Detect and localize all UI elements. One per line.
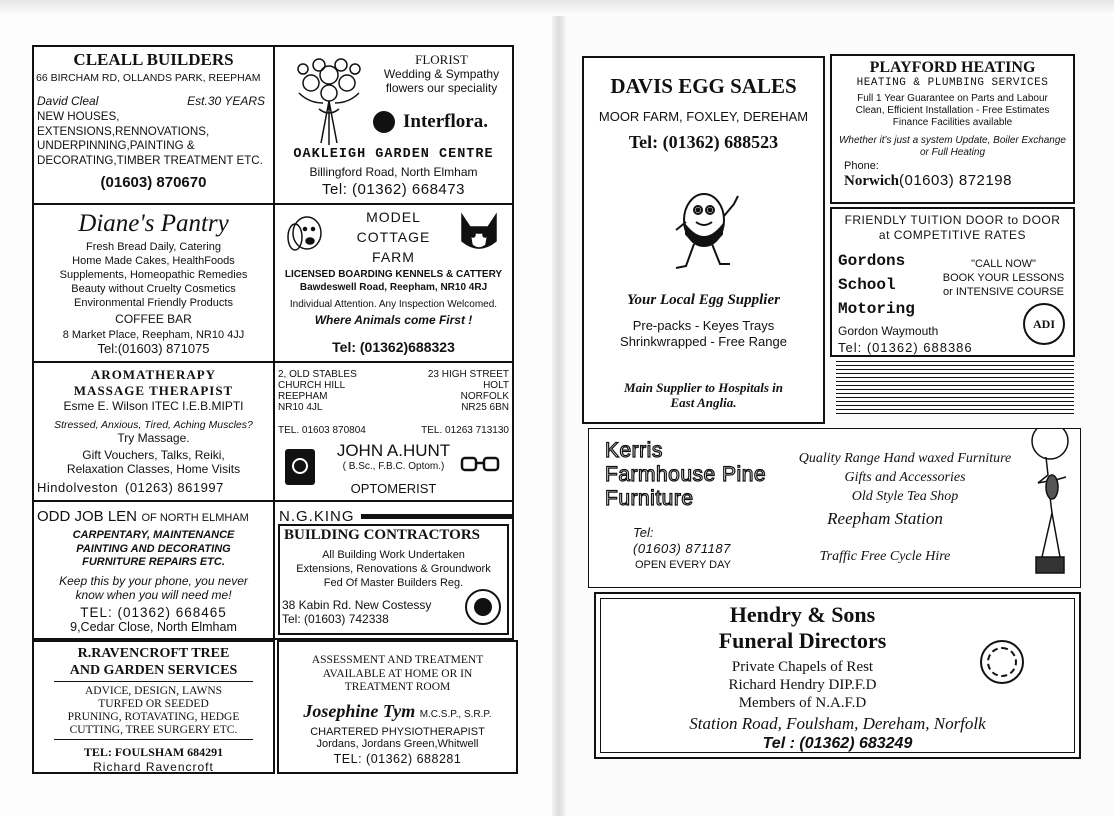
hunt-address-line: 2, OLD STABLES [278, 369, 357, 380]
model-address: Bawdeswell Road, Reepham, NR10 4RJ [299, 282, 488, 293]
model-title-line: COTTAGE [356, 229, 431, 245]
ad-aromatherapy [32, 361, 275, 502]
florist-tagline: Wedding & Sympathy [383, 67, 500, 81]
cleall-phone: (01603) 870670 [100, 174, 207, 191]
model-attention: Individual Attention. Any Inspection Welcomed. [289, 299, 498, 310]
kerris-location: Reepham Station [827, 509, 943, 528]
playford-phone-label: Phone: [844, 160, 879, 172]
hatched-divider [836, 358, 1074, 414]
playford-lines [832, 93, 1073, 129]
oddjob-note-line: Keep this by your phone, you never [59, 573, 248, 588]
aroma-phone: (01263) 861997 [125, 480, 224, 495]
playford-line: Finance Facilities available [892, 117, 1013, 128]
physio-line: TREATMENT ROOM [344, 681, 451, 693]
ravencroft-title-line: AND GARDEN SERVICES [69, 663, 238, 678]
ravencroft-service-line: PRUNING, ROTAVATING, HEDGE [67, 711, 240, 723]
florist-title: FLORIST [415, 52, 468, 67]
playford-phone-row [832, 172, 1073, 190]
florist-phone: Tel: (01362) 668473 [322, 181, 465, 198]
florist-tagline: flowers our speciality [385, 81, 498, 95]
aroma-question: Stressed, Anxious, Tired, Aching Muscles? [54, 419, 253, 431]
diane-name: Diane's Pantry [78, 210, 229, 237]
oddjob-note-line: know when you will need me! [75, 587, 232, 602]
physio-header [279, 701, 516, 722]
diane-line: Supplements, Homeopathic Remedies [59, 269, 248, 281]
diane-line: Home Made Cakes, HealthFoods [72, 255, 235, 267]
hunt-right-tel: TEL. 01263 713130 [421, 425, 509, 436]
ad-kerris-farmhouse-pine [588, 428, 1081, 588]
ad-hendry-funeral-directors [594, 592, 1081, 759]
scan-top-edge [0, 0, 1114, 16]
physio-line: AVAILABLE AT HOME OR IN [322, 667, 473, 680]
cleall-service-line: UNDERPINNING,PAINTING & [37, 139, 195, 152]
hunt-left-address [278, 369, 357, 413]
hunt-address-line: HOLT [483, 380, 509, 391]
model-title [335, 207, 452, 267]
cleall-services [34, 110, 273, 168]
ngking-lines [280, 548, 507, 590]
aroma-subtitle: MASSAGE THERAPIST [73, 383, 234, 398]
ad-dianes-pantry [32, 203, 275, 363]
oddjob-phone: TEL: (01362) 668465 [80, 604, 227, 620]
kerris-hours: OPEN EVERY DAY [635, 559, 731, 571]
kerris-name [605, 439, 766, 511]
aroma-try: Try Massage. [117, 431, 190, 445]
hendry-name: Hendry & Sons [729, 602, 876, 627]
davis-address: MOOR FARM, FOXLEY, DEREHAM [598, 109, 809, 124]
ravencroft-phone: TEL: FOULSHAM 684291 [83, 745, 224, 759]
ngking-rule [361, 514, 512, 519]
diane-address: 8 Market Place, Reepham, NR10 4JJ [62, 329, 245, 341]
physio-address: Jordans, Jordans Green,Whitwell [316, 737, 479, 750]
model-phone: Tel: (01362)688323 [332, 339, 455, 355]
oddjob-location: OF NORTH ELMHAM [141, 512, 249, 524]
cleall-established: Est.30 YEARS [187, 94, 265, 108]
davis-product-line: Pre-packs - Keyes Trays [632, 318, 775, 333]
ravencroft-title-line: R.RAVENCROFT TREE [77, 646, 230, 661]
gordons-name [838, 249, 915, 321]
diane-bar: COFFEE BAR [115, 312, 192, 326]
physio-lines [279, 654, 516, 695]
florist-address: Billingford Road, North Elmham [309, 165, 478, 179]
interflora-logo-icon [373, 111, 395, 133]
hendry-phone: Tel : (01362) 683249 [762, 735, 913, 752]
hunt-address-line: NR10 4JL [278, 402, 323, 413]
playford-subtitle: HEATING & PLUMBING SERVICES [856, 77, 1049, 89]
gordons-header-line: at COMPETITIVE RATES [878, 228, 1027, 242]
playford-note-line: Whether it's just a system Update, Boiler Exchange [838, 135, 1066, 146]
hendry-address: Station Road, Foulsham, Dereham, Norfolk [689, 714, 986, 733]
ad-cleall-builders [32, 45, 275, 205]
model-kennels: LICENSED BOARDING KENNELS & CATTERY [284, 269, 503, 280]
ravencroft-rule [54, 681, 253, 682]
florist-name: OAKLEIGH GARDEN CENTRE [293, 147, 494, 162]
playford-phone: (01603) 872198 [899, 172, 1012, 189]
fmb-seal-icon [465, 589, 501, 625]
aroma-town: Hindolveston [37, 480, 119, 495]
hunt-role: OPTOMERIST [350, 481, 437, 496]
ad-davis-egg-sales [582, 56, 825, 424]
hunt-address-line: 23 HIGH STREET [427, 369, 509, 380]
ngking-line: Fed Of Master Builders Reg. [323, 577, 464, 589]
model-title-line: FARM [372, 249, 415, 265]
ad-gordons-school-motoring [830, 207, 1075, 357]
playford-name: PLAYFORD HEATING [869, 59, 1036, 76]
oddjob-header [34, 508, 273, 526]
oddjob-address: 9,Cedar Close, North Elmham [70, 619, 237, 634]
cleall-service-line: DECORATING,TIMBER TREATMENT ETC. [37, 153, 263, 167]
aroma-offer-line: Relaxation Classes, Home Visits [66, 462, 241, 476]
florist-header [375, 53, 508, 95]
ngking-line: Extensions, Renovations & Groundwork [296, 563, 491, 575]
hunt-quals: ( B.Sc., F.B.C. Optom.) [342, 461, 445, 472]
ravencroft-service-line: CUTTING, TREE SURGERY ETC. [69, 724, 238, 736]
ravencroft-rule [54, 739, 253, 740]
playford-note-line: or Full Heating [919, 146, 986, 158]
cleall-name: CLEALL BUILDERS [73, 50, 234, 69]
physio-quals: M.C.S.P., S.R.P. [419, 708, 492, 720]
gordons-phone: Tel: (01362) 688386 [838, 340, 973, 355]
oddjob-service-line: FURNITURE REPAIRS ETC. [82, 556, 225, 568]
playford-line: Full 1 Year Guarantee on Parts and Labour [857, 93, 1048, 104]
kerris-name-line: Furniture [605, 487, 694, 510]
ngking-inner-frame [278, 524, 509, 635]
ad-ng-king-builders [273, 500, 514, 640]
kerris-name-line: Kerris [605, 439, 663, 462]
oddjob-services [34, 529, 273, 570]
cat-icon [456, 211, 502, 255]
kerris-line: Gifts and Accessories [844, 470, 966, 485]
gordons-header [832, 213, 1073, 243]
kerris-lines [775, 449, 1035, 506]
ravencroft-owner: Richard Ravencroft [93, 760, 214, 774]
egg-mascot-icon [668, 186, 748, 274]
davis-product-line: Shrinkwrapped - Free Range [620, 334, 787, 349]
gordons-badge: ADI [1032, 316, 1055, 331]
spectacles-icon [460, 455, 500, 477]
lamp-statue-icon [1022, 428, 1078, 587]
cleall-service-line: NEW HOUSES, [37, 110, 120, 123]
nafd-seal-icon [980, 640, 1024, 684]
playford-note [832, 135, 1073, 158]
ravencroft-title [34, 645, 273, 679]
diane-line: Environmental Friendly Products [74, 297, 233, 309]
hunt-address-line: CHURCH HILL [278, 380, 346, 391]
ravencroft-service-line: TURFED OR SEEDED [98, 698, 209, 710]
kerris-tel-label: Tel: [633, 525, 654, 540]
cleall-service-line: EXTENSIONS,RENNOVATIONS, [37, 124, 210, 138]
ngking-line: All Building Work Undertaken [322, 549, 465, 561]
playford-city: Norwich [844, 173, 899, 189]
physio-phone: TEL: (01362) 688281 [333, 751, 462, 766]
model-title-line: MODEL [366, 209, 421, 225]
gordons-name-line: School [838, 276, 896, 294]
diane-line: Fresh Bread Daily, Catering [86, 241, 221, 253]
hunt-address-line: REEPHAM [278, 391, 328, 402]
physio-name: Josephine Tym [303, 700, 416, 721]
ngking-phone: Tel: (01603) 742338 [282, 612, 389, 626]
davis-phone: Tel: (01362) 688523 [628, 132, 779, 152]
ad-oakleigh-florist [273, 45, 514, 205]
oddjob-name: ODD JOB LEN [37, 508, 138, 525]
playford-line: Clean, Efficient Installation - Free Estimates [855, 105, 1050, 116]
diane-line: Beauty without Cruelty Cosmetics [71, 283, 236, 295]
ad-josephine-tym-physio [277, 640, 518, 774]
davis-supplier-line: Main Supplier to Hospitals in [624, 380, 783, 395]
gordons-name-line: Gordons [838, 252, 906, 270]
gordons-owner: Gordon Waymouth [838, 324, 939, 338]
florist-brand: Interflora. [403, 111, 488, 132]
davis-products [584, 318, 823, 350]
physio-line: ASSESSMENT AND TREATMENT [311, 654, 484, 666]
diane-phone: Tel:(01603) 871075 [97, 341, 210, 356]
aroma-name: Esme E. Wilson ITEC I.E.B.MIPTI [63, 399, 244, 413]
cleall-address: 66 BIRCHAM RD, OLLANDS PARK, REEPHAM [36, 72, 261, 84]
hendry-line: Members of N.A.F.D [738, 695, 867, 711]
cleall-owner: David Cleal [37, 94, 99, 108]
davis-name: DAVIS EGG SALES [610, 74, 797, 98]
oddjob-note [34, 574, 273, 602]
model-motto: Where Animals come First ! [314, 313, 473, 327]
gordons-offer-line: or INTENSIVE COURSE [942, 286, 1065, 298]
kerris-line: Quality Range Hand waxed Furniture [798, 451, 1012, 466]
ngking-title: BUILDING CONTRACTORS [284, 527, 481, 543]
physio-role: CHARTERED PHYSIOTHERAPIST [310, 725, 485, 738]
ad-ravencroft-tree-garden [32, 640, 275, 774]
kerris-name-line: Farmhouse Pine [605, 463, 767, 486]
hendry-header [596, 602, 1009, 654]
dog-icon [283, 209, 331, 259]
davis-supplier [584, 380, 823, 410]
ravencroft-service-line: ADVICE, DESIGN, LAWNS [84, 685, 223, 697]
diane-lines [34, 240, 273, 310]
ad-odd-job-len [32, 500, 275, 640]
kerris-hire: Traffic Free Cycle Hire [819, 549, 951, 564]
optician-logo-icon [285, 449, 315, 485]
ad-playford-heating [830, 54, 1075, 204]
oddjob-service-line: PAINTING AND DECORATING [76, 542, 231, 555]
gordons-header-line: FRIENDLY TUITION DOOR to DOOR [844, 213, 1061, 227]
hendry-line: Private Chapels of Rest [731, 659, 874, 675]
hunt-address-line: NORFOLK [460, 391, 509, 402]
page-gutter [552, 0, 566, 816]
ad-john-hunt-optometrist [273, 361, 514, 502]
hendry-subtitle: Funeral Directors [718, 628, 887, 653]
hunt-right-address [428, 369, 509, 413]
gordons-offer-line: BOOK YOUR LESSONS [942, 272, 1065, 284]
hunt-address-line: NR25 6BN [461, 402, 509, 413]
hendry-line: Richard Hendry DIP.F.D [728, 677, 877, 693]
ngking-name: N.G.KING [279, 508, 355, 525]
adi-badge-icon [1023, 303, 1065, 345]
oddjob-service-line: CARPENTARY, MAINTENANCE [72, 529, 235, 541]
aroma-offers [34, 448, 273, 476]
aroma-title: AROMATHERAPY [90, 367, 217, 382]
hunt-left-tel: TEL. 01603 870804 [278, 425, 366, 436]
gordons-offer-block [936, 257, 1071, 299]
ravencroft-services [34, 685, 273, 737]
ad-model-cottage-farm [273, 203, 514, 363]
bouquet-icon [289, 53, 369, 148]
hendry-lines [596, 658, 1009, 712]
gordons-call: "CALL NOW" [971, 258, 1036, 270]
aroma-offer-line: Gift Vouchers, Talks, Reiki, [82, 448, 225, 462]
davis-slogan: Your Local Egg Supplier [627, 292, 780, 308]
ngking-address: 38 Kabin Rd. New Costessy [282, 598, 432, 612]
davis-supplier-line: East Anglia. [670, 395, 737, 410]
kerris-line: Old Style Tea Shop [851, 489, 959, 504]
gordons-name-line: Motoring [838, 300, 915, 318]
kerris-phone: (01603) 871187 [633, 541, 731, 556]
hunt-name: JOHN A.HUNT [336, 441, 451, 460]
